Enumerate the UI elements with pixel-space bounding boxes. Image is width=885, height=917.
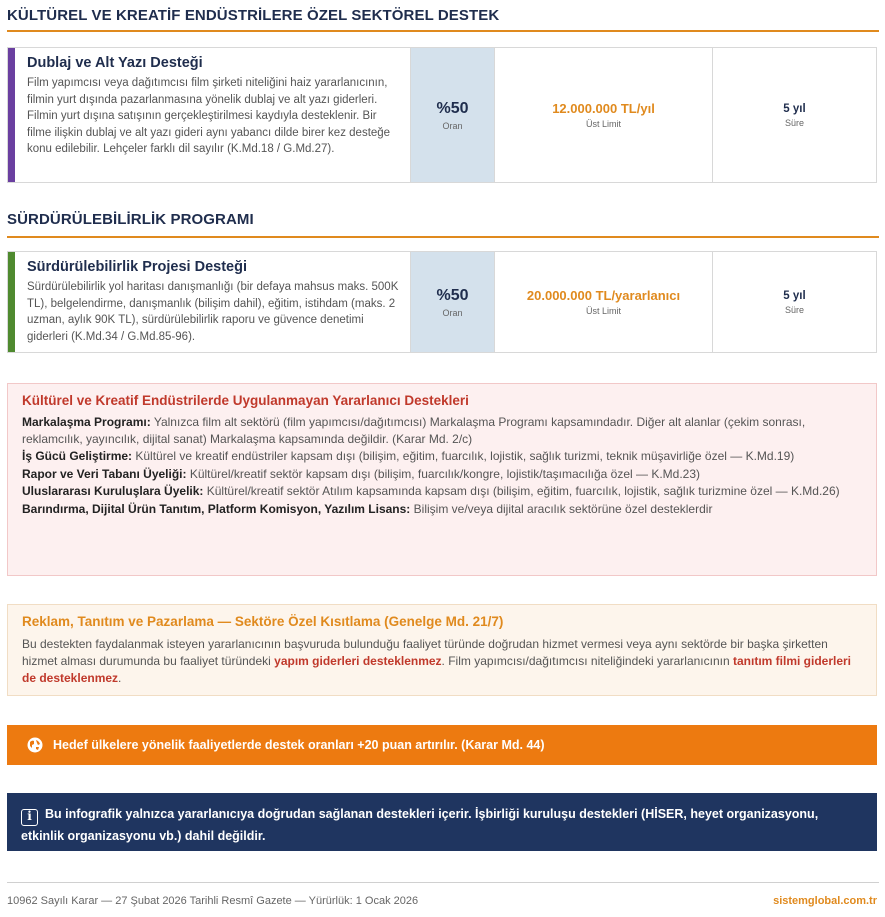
info-icon: i (21, 809, 38, 826)
footer-website-link[interactable]: sistemglobal.com.tr (773, 895, 877, 907)
exclusion-text: Kültürel ve kreatif endüstriler kapsam dışı (bilişim, eğitim, fuarcılık, lojistik, sağlık turizmi, teknik müşavirliğe özel — K.Md.19) (132, 449, 795, 463)
limit-label: Üst Limit (585, 119, 621, 129)
globe-icon (27, 737, 43, 753)
exclusion-text: Kültürel/kreatif sektör kapsam dışı (bilişim, fuarcılık/kongre, lojistik/taşımacılığa özel — K.Md.23) (186, 466, 701, 481)
rate-label: Oran (442, 307, 463, 318)
term-cell (712, 48, 876, 182)
rate-value: %50 (436, 99, 469, 117)
exclusions-title: Kültürel ve Kreatif Endüstrilerde Uygulanmayan Yararlanıcı Destekleri (22, 393, 469, 408)
exclusion-item (22, 483, 862, 500)
limit-value: 20.000.000 TL/yararlanıcı (526, 288, 681, 303)
exclusion-item (22, 501, 862, 518)
card-description: Film yapımcısı veya dağıtımcısı film şirketi niteliğini haiz yararlanıcının, filmin yurt dışında pazarlanmasına yönelik dublaj ve alt yazı giderleri. Filmin yurt dışına satışının gerçekleştirilmesi kaydıyla desteklenir. Bir filme ilişkin dublaj ve alt yazı gideri aynı yabancı dilde birer kez desteğe konu edilebilir. Lehçeler farklı dil sayılır (K.Md.18 / G.Md.27). (27, 77, 391, 155)
restriction-part: . (118, 671, 122, 685)
limit-cell (494, 48, 712, 182)
limit-cell (494, 252, 712, 352)
exclusion-label: Uluslararası Kuruluşlara Üyelik: (22, 484, 204, 498)
card-description-block (8, 252, 410, 352)
rate-cell (410, 252, 494, 352)
term-cell (712, 252, 876, 352)
exclusions-box (7, 383, 877, 576)
restriction-title: Reklam, Tanıtım ve Pazarlama — Sektöre Özel Kısıtlama (Genelge Md. 21/7) (22, 614, 504, 629)
exclusion-item (22, 466, 862, 483)
exclusion-label: Markalaşma Programı: (22, 415, 151, 429)
section-divider (7, 30, 879, 32)
card-description-block (8, 48, 410, 182)
exclusion-item (22, 448, 862, 465)
card-title: Dublaj ve Alt Yazı Desteği (27, 55, 203, 71)
restriction-part: . Film yapımcısı/dağıtımcısı niteliğindeki yararlanıcının (441, 654, 733, 668)
exclusion-text: Bilişim ve/veya dijital aracılık sektörüne özel desteklerdir (410, 501, 713, 516)
restriction-part: Bu destekten faydalanmak isteyen yararlanıcının başvuruda bulunduğu faaliyet türünde doğrudan hizmet vermesi veya aynı sektörde bir başka şirketten hizmet alması durumunda bu faaliyet türündeki (22, 637, 828, 668)
card-description: Sürdürülebilirlik yol haritası danışmanlığı (bir defaya mahsus maks. 500K TL), belgelendirme, danışmanlık (bilişim dahil), eğitim, istihdam (maks. 2 uzman, aylık 90K TL), sürdürülebilirlik raporu ve güvence denetimi giderleri (K.Md.34 / G.Md.85-96). (27, 281, 399, 343)
restriction-highlight: tanıtım filmi giderleri de desteklenmez (22, 654, 852, 685)
section-title-surdurulebilirlik: SÜRDÜRÜLEBİLİRLİK PROGRAMI (7, 211, 254, 228)
card-accent-bar (8, 48, 15, 182)
info-banner (7, 793, 877, 851)
exclusion-label: Rapor ve Veri Tabanı Üyeliği: (22, 466, 187, 481)
section-title-kreatif: KÜLTÜREL VE KREATİF ENDÜSTRİLERE ÖZEL SEKTÖREL DESTEK (7, 7, 500, 24)
limit-value: 12.000.000 TL/yıl (552, 101, 655, 116)
support-card-surdurulebilirlik (7, 251, 877, 353)
limit-label: Üst Limit (585, 306, 621, 316)
section-divider (7, 236, 879, 238)
target-countries-banner (7, 725, 877, 765)
restriction-highlight: yapım giderleri desteklenmez (274, 654, 442, 668)
card-accent-bar (8, 252, 15, 352)
exclusion-text: Yalnızca film alt sektörü (film yapımcısı/dağıtımcısı) Markalaşma Programı kapsamındadır. Diğer alt alanlar (çekim sonrası, reklamcılık, yayıncılık, dijital sanat) Markalaşma kapsamında değildir. (Karar Md. 2/c) (22, 415, 806, 446)
term-value: 5 yıl (783, 102, 806, 115)
info-banner-text: Bu infografik yalnızca yararlanıcıya doğrudan sağlanan destekleri içerir. İşbirliği kuruluşu destekleri (HİSER, heyet organizasyonu, etkinlik organizasyonu vb.) dahil değildir. (21, 807, 819, 843)
exclusion-label: İş Gücü Geliştirme: (22, 449, 133, 463)
footer-divider (7, 882, 879, 883)
rate-cell (410, 48, 494, 182)
target-banner-text: Hedef ülkelere yönelik faaliyetlerde destek oranları +20 puan artırılır. (Karar Md. 44) (53, 738, 545, 752)
term-label: Süre (784, 117, 804, 128)
term-label: Süre (784, 304, 804, 315)
footer-source: 10962 Sayılı Karar — 27 Şubat 2026 Tarihli Resmî Gazete — Yürürlük: 1 Ocak 2026 (7, 895, 419, 907)
term-value: 5 yıl (783, 289, 806, 302)
exclusion-label: Barındırma, Dijital Ürün Tanıtım, Platform Komisyon, Yazılım Lisans: (22, 501, 411, 516)
exclusion-item (22, 414, 862, 447)
exclusion-text: Kültürel/kreatif sektör Atılım kapsamında kapsam dışı (bilişim, eğitim, fuarcılık, lojistik, sağlık turizmine özel — K.Md.26) (203, 484, 840, 498)
restriction-box (7, 604, 877, 696)
restriction-text (22, 636, 862, 687)
rate-label: Oran (442, 120, 463, 131)
rate-value: %50 (436, 286, 469, 304)
support-card-dublaj (7, 47, 877, 183)
card-title: Sürdürülebilirlik Projesi Desteği (27, 259, 247, 275)
